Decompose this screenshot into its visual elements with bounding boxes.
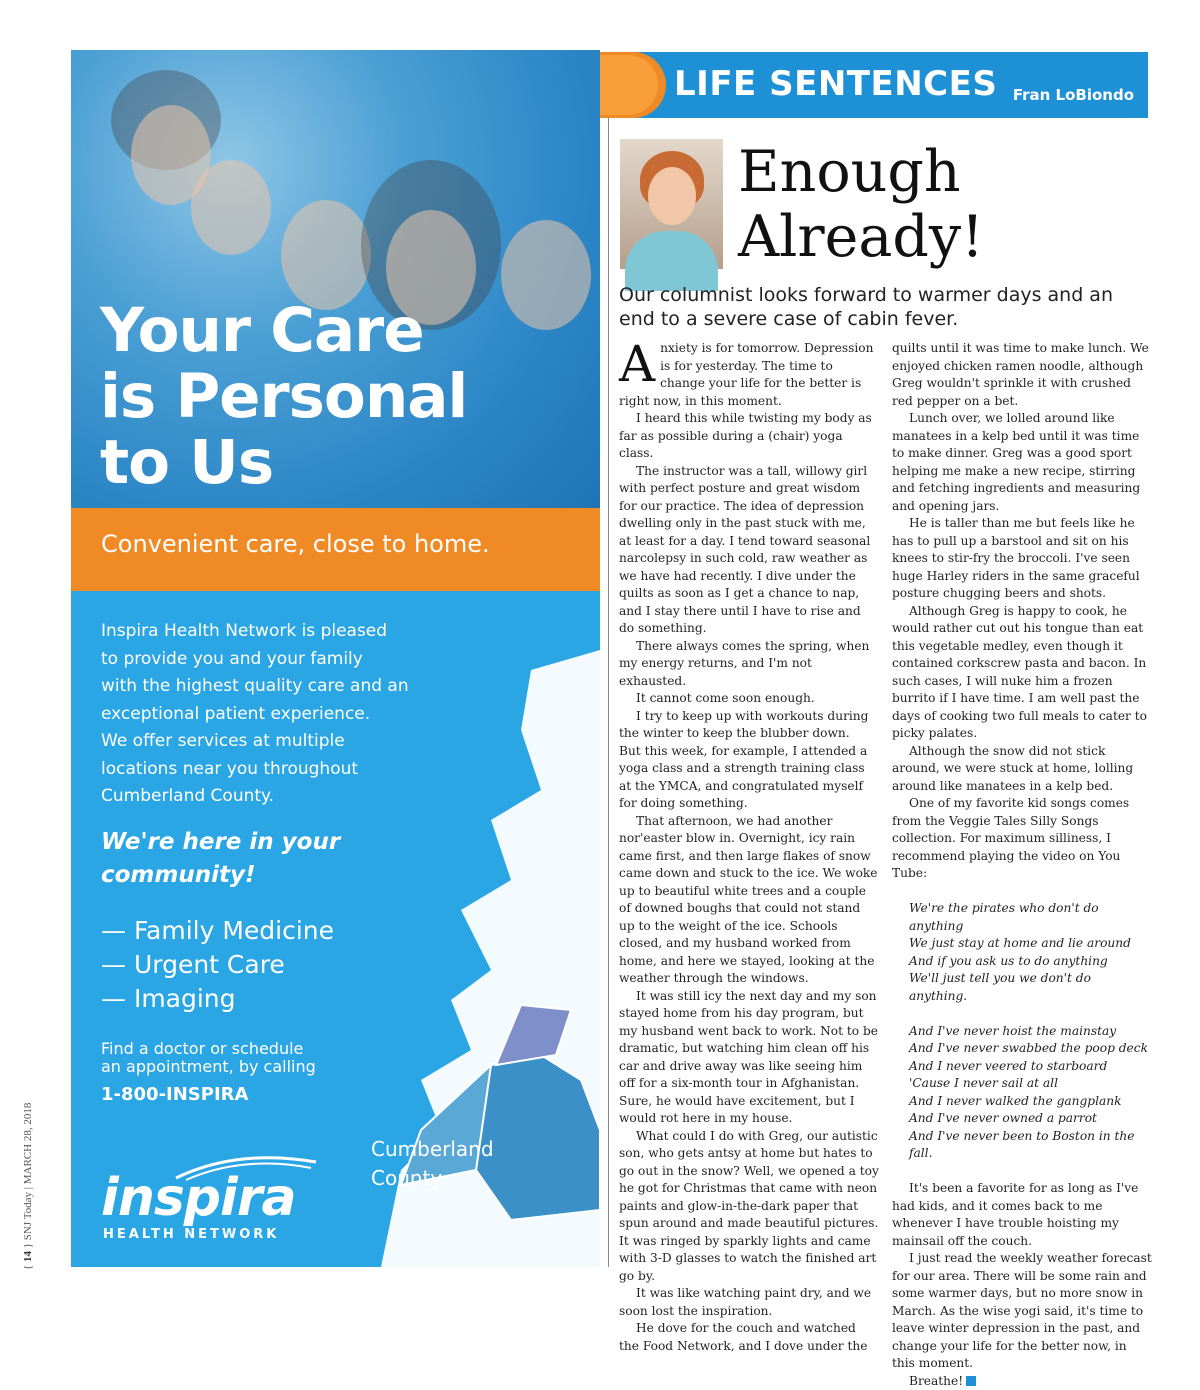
article-column-1 — [619, 340, 879, 1355]
article-paragraph: That afternoon, we had another nor'easter blow in. Overnight, icy rain came first, and then large flakes of snow came down and stuck to the ice. We woke up to beautiful white trees and a couple of downed boughs that could not stand up to the weight of the ice. Schools closed, and my husband worked from home, and here we stayed, looking at the weather through the windows. — [619, 813, 879, 988]
article-paragraph: What could I do with Greg, our autistic son, who gets antsy at home but hates to go out in the snow? Well, we opened a toy he got for Christmas that came with neon paints and glow-in-the-dark paper that spun around and made beautiful pictures. It was ringed by sparkly lights and came with 3-D glasses to watch the finished art go by. — [619, 1128, 879, 1286]
ad-services-list — [101, 914, 334, 1016]
column-divider — [608, 52, 609, 1267]
article-paragraph: Although Greg is happy to cook, he would rather cut out his tongue than eat this vegetable medley, even though it contained corkscrew pasta and bacon. In such cases, I will nuke him a frozen burrito if I have time. I am well past the days of cooking two full meals to cater to picky palates. — [892, 603, 1152, 743]
service-item: — Family Medicine — [101, 914, 334, 948]
logo-wordmark: inspira — [101, 1168, 296, 1228]
header-accent-highlight — [600, 55, 658, 115]
page-folio: { 14 } SNJ Today | MARCH 28, 2018 — [22, 1010, 34, 1270]
song-lyrics-verse: And I've never hoist the mainstay And I've never swabbed the poop deck And I never veered to starboard 'Cause I never sail at all And I never walked the gangplank And I've never owned a parrot And I've never been to Boston in the fall. — [892, 1023, 1152, 1163]
article-paragraph: Anxiety is for tomorrow. Depression is for yesterday. The time to change your life for the better is right now, in this moment. — [619, 340, 879, 410]
photo-figure — [281, 200, 371, 310]
article-headline: Enough Already! — [738, 140, 984, 270]
article-column-2 — [892, 340, 1152, 1390]
publication-name: SNJ Today — [22, 1192, 34, 1240]
article-paragraph: He dove for the couch and watched the Food Network, and I dove under the — [619, 1320, 879, 1355]
article-paragraph: There always comes the spring, when my energy returns, and I'm not exhausted. — [619, 638, 879, 691]
issue-date: MARCH 28, 2018 — [22, 1103, 34, 1185]
end-mark-icon — [966, 1376, 976, 1386]
article-paragraph: It's been a favorite for as long as I've had kids, and it comes back to me whenever I have trouble hoisting my mainsail off the couch. — [892, 1180, 1152, 1250]
article-paragraph: It was still icy the next day and my son stayed home from his day program, but my husband went back to work. Not to be dramatic, but watching him clean off his car and drive away was like seeing him off for a six-month tour in Afghanistan. Sure, he would have excitement, but I would rot here in my house. — [619, 988, 879, 1128]
ad-headline: Your Care is Personal to Us — [100, 298, 580, 496]
page-number: 14 — [22, 1251, 34, 1262]
article-paragraph: He is taller than me but feels like he has to pull up a barstool and sit on his knees to stir-fry the broccoli. I've seen huge Harley riders in the same graceful posture chugging beers and shots. — [892, 515, 1152, 603]
ad-phone-number[interactable]: 1-800-INSPIRA — [101, 1084, 248, 1105]
article-paragraph: I just read the weekly weather forecast for our area. There will be some rain and some warmer days, but no more snow in March. As the wise yogi said, it's time to leave winter depression in the past, and change your life for the better now, in this moment. — [892, 1250, 1152, 1373]
ad-tagline-band — [71, 508, 600, 591]
ad-community-tagline: We're here in your community! — [101, 826, 340, 892]
columnist-name: Fran LoBiondo — [1013, 86, 1134, 104]
section-header — [620, 52, 1148, 118]
service-item: — Urgent Care — [101, 948, 334, 982]
article-paragraph: But this week, for example, I attended a yoga class and a strength training class at the YMCA, and congratulated myself for doing something. — [619, 743, 879, 813]
columnist-portrait — [620, 139, 723, 269]
article-paragraph: It cannot come soon enough. — [619, 690, 879, 708]
ad-tagline: Convenient care, close to home. — [101, 530, 490, 558]
inspira-logo — [101, 1152, 331, 1252]
article-deck: Our columnist looks forward to warmer days and an end to a severe case of cabin fever. — [619, 283, 1149, 331]
article-paragraph: Although the snow did not stick around, we were stuck at home, lolling around like manatees in a kelp bed. — [892, 743, 1152, 796]
article-paragraph: One of my favorite kid songs comes from the Veggie Tales Silly Songs collection. For maximum silliness, I recommend playing the video on You Tube: — [892, 795, 1152, 883]
photo-figure — [191, 160, 271, 255]
logo-subtitle: HEALTH NETWORK — [103, 1227, 279, 1242]
section-title: LIFE SENTENCES — [674, 64, 997, 104]
article-paragraph: Breathe! — [892, 1373, 1152, 1390]
ad-call-to-action: Find a doctor or schedule an appointment, by calling — [101, 1040, 316, 1076]
service-item: — Imaging — [101, 982, 334, 1016]
drop-cap: A — [619, 342, 655, 386]
inspira-advertisement — [71, 50, 600, 1267]
county-label: Cumberland County — [371, 1135, 494, 1193]
article-paragraph: I heard this while twisting my body as far as possible during a (chair) yoga class. — [619, 410, 879, 463]
article-paragraph: The instructor was a tall, willowy girl with perfect posture and great wisdom for our practice. The idea of depression dwelling only in the past stuck with me, at least for a day. I tend toward seasonal narcolepsy in such cold, raw weather as we have had recently. I dive under the quilts as soon as I get a chance to nap, and I stay there until I have to rise and do something. — [619, 463, 879, 638]
article-paragraph: I try to keep up with workouts during the winter to keep the blubber down. — [619, 708, 879, 743]
article-paragraph: It was like watching paint dry, and we soon lost the inspiration. — [619, 1285, 879, 1320]
song-lyrics-verse: We're the pirates who don't do anything We just stay at home and lie around And if you ask us to do anything We'll just tell you we don't do anything. — [892, 900, 1152, 1005]
article-paragraph: Lunch over, we lolled around like manatees in a kelp bed until it was time to make dinner. Greg was a good sport helping me make a new recipe, stirring and fetching ingredients and measuring and opening jars. — [892, 410, 1152, 515]
article-paragraph: quilts until it was time to make lunch. We enjoyed chicken ramen noodle, although Greg wouldn't sprinkle it with crushed red pepper on a bet. — [892, 340, 1152, 410]
ad-body-text: Inspira Health Network is pleased to provide you and your family with the highest quality care and an exceptional patient experience. We offer services at multiple locations near you throughout Cumberland County. — [101, 618, 461, 811]
